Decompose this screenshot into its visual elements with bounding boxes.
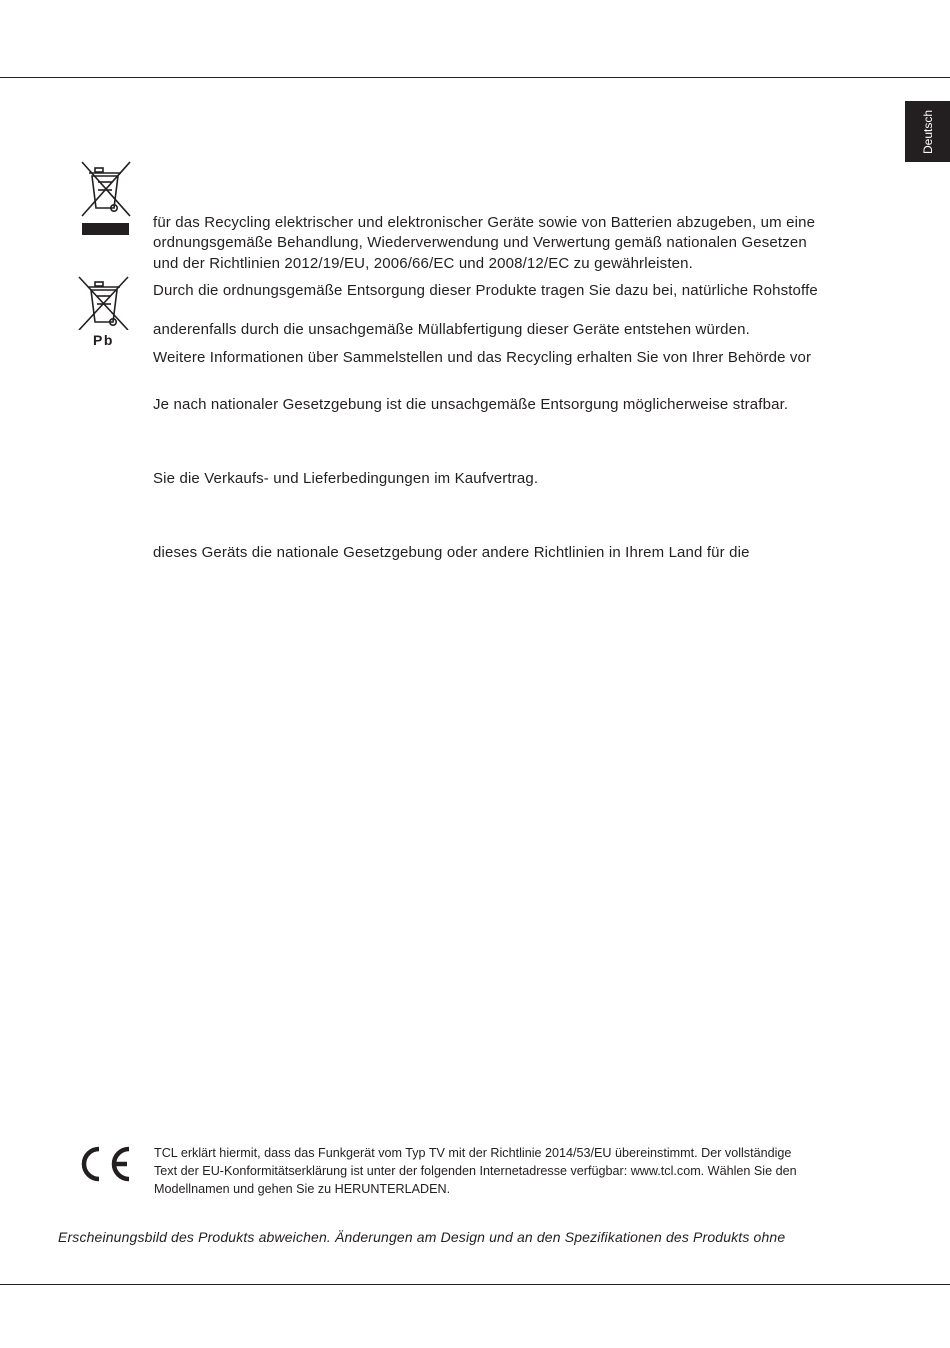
ce-mark-icon <box>74 1144 132 1184</box>
recycling-text-line: Sie die Verkaufs- und Lieferbedingungen im Kaufvertrag. <box>153 470 539 487</box>
top-rule <box>0 77 950 78</box>
disclaimer-text: Erscheinungsbild des Produkts abweichen. Änderungen am Design und an den Spezifikationen des Produkts ohne <box>58 1229 786 1245</box>
language-tab-label: Deutsch <box>920 109 935 154</box>
ce-declaration <box>154 1144 797 1198</box>
recycling-text-line: anderenfalls durch die unsachgemäße Müllabfertigung dieser Geräte entstehen würden. <box>153 321 750 338</box>
recycling-text-line: Durch die ordnungsgemäße Entsorgung dieser Produkte tragen Sie dazu bei, natürliche Rohstoffe <box>153 282 818 299</box>
ce-declaration-line: Text der EU-Konformitätserklärung ist unter der folgenden Internetadresse verfügbar: www.tcl.com. Wählen Sie den <box>154 1164 797 1178</box>
ce-declaration-line: TCL erklärt hiermit, dass das Funkgerät vom Typ TV mit der Richtlinie 2014/53/EU übereinstimmt. Der vollständige <box>154 1146 792 1160</box>
recycling-text-line: Weitere Informationen über Sammelstellen und das Recycling erhalten Sie von Ihrer Behörde vor <box>153 349 812 366</box>
recycling-text-line: und der Richtlinien 2012/19/EU, 2006/66/EC und 2008/12/EC zu gewährleisten. <box>153 255 693 272</box>
ce-declaration-line: Modellnamen und gehen Sie zu HERUNTERLADEN. <box>154 1182 451 1196</box>
recycling-text-line: Je nach nationaler Gesetzgebung ist die unsachgemäße Entsorgung möglicherweise strafbar. <box>153 396 789 413</box>
recycling-text-line: dieses Geräts die nationale Gesetzgebung oder andere Richtlinien in Ihrem Land für die <box>153 544 750 561</box>
battery-bin-icon <box>76 276 132 330</box>
weee-bin-icon <box>80 160 132 238</box>
battery-pb-label: Pb <box>93 332 114 348</box>
language-tab <box>905 101 950 162</box>
recycling-text-line: für das Recycling elektrischer und elektronischer Geräte sowie von Batterien abzugeben, um eine <box>153 214 816 231</box>
bottom-rule <box>0 1284 950 1285</box>
recycling-text-line: ordnungsgemäße Behandlung, Wiederverwendung und Verwertung gemäß nationalen Gesetzen <box>153 234 807 251</box>
